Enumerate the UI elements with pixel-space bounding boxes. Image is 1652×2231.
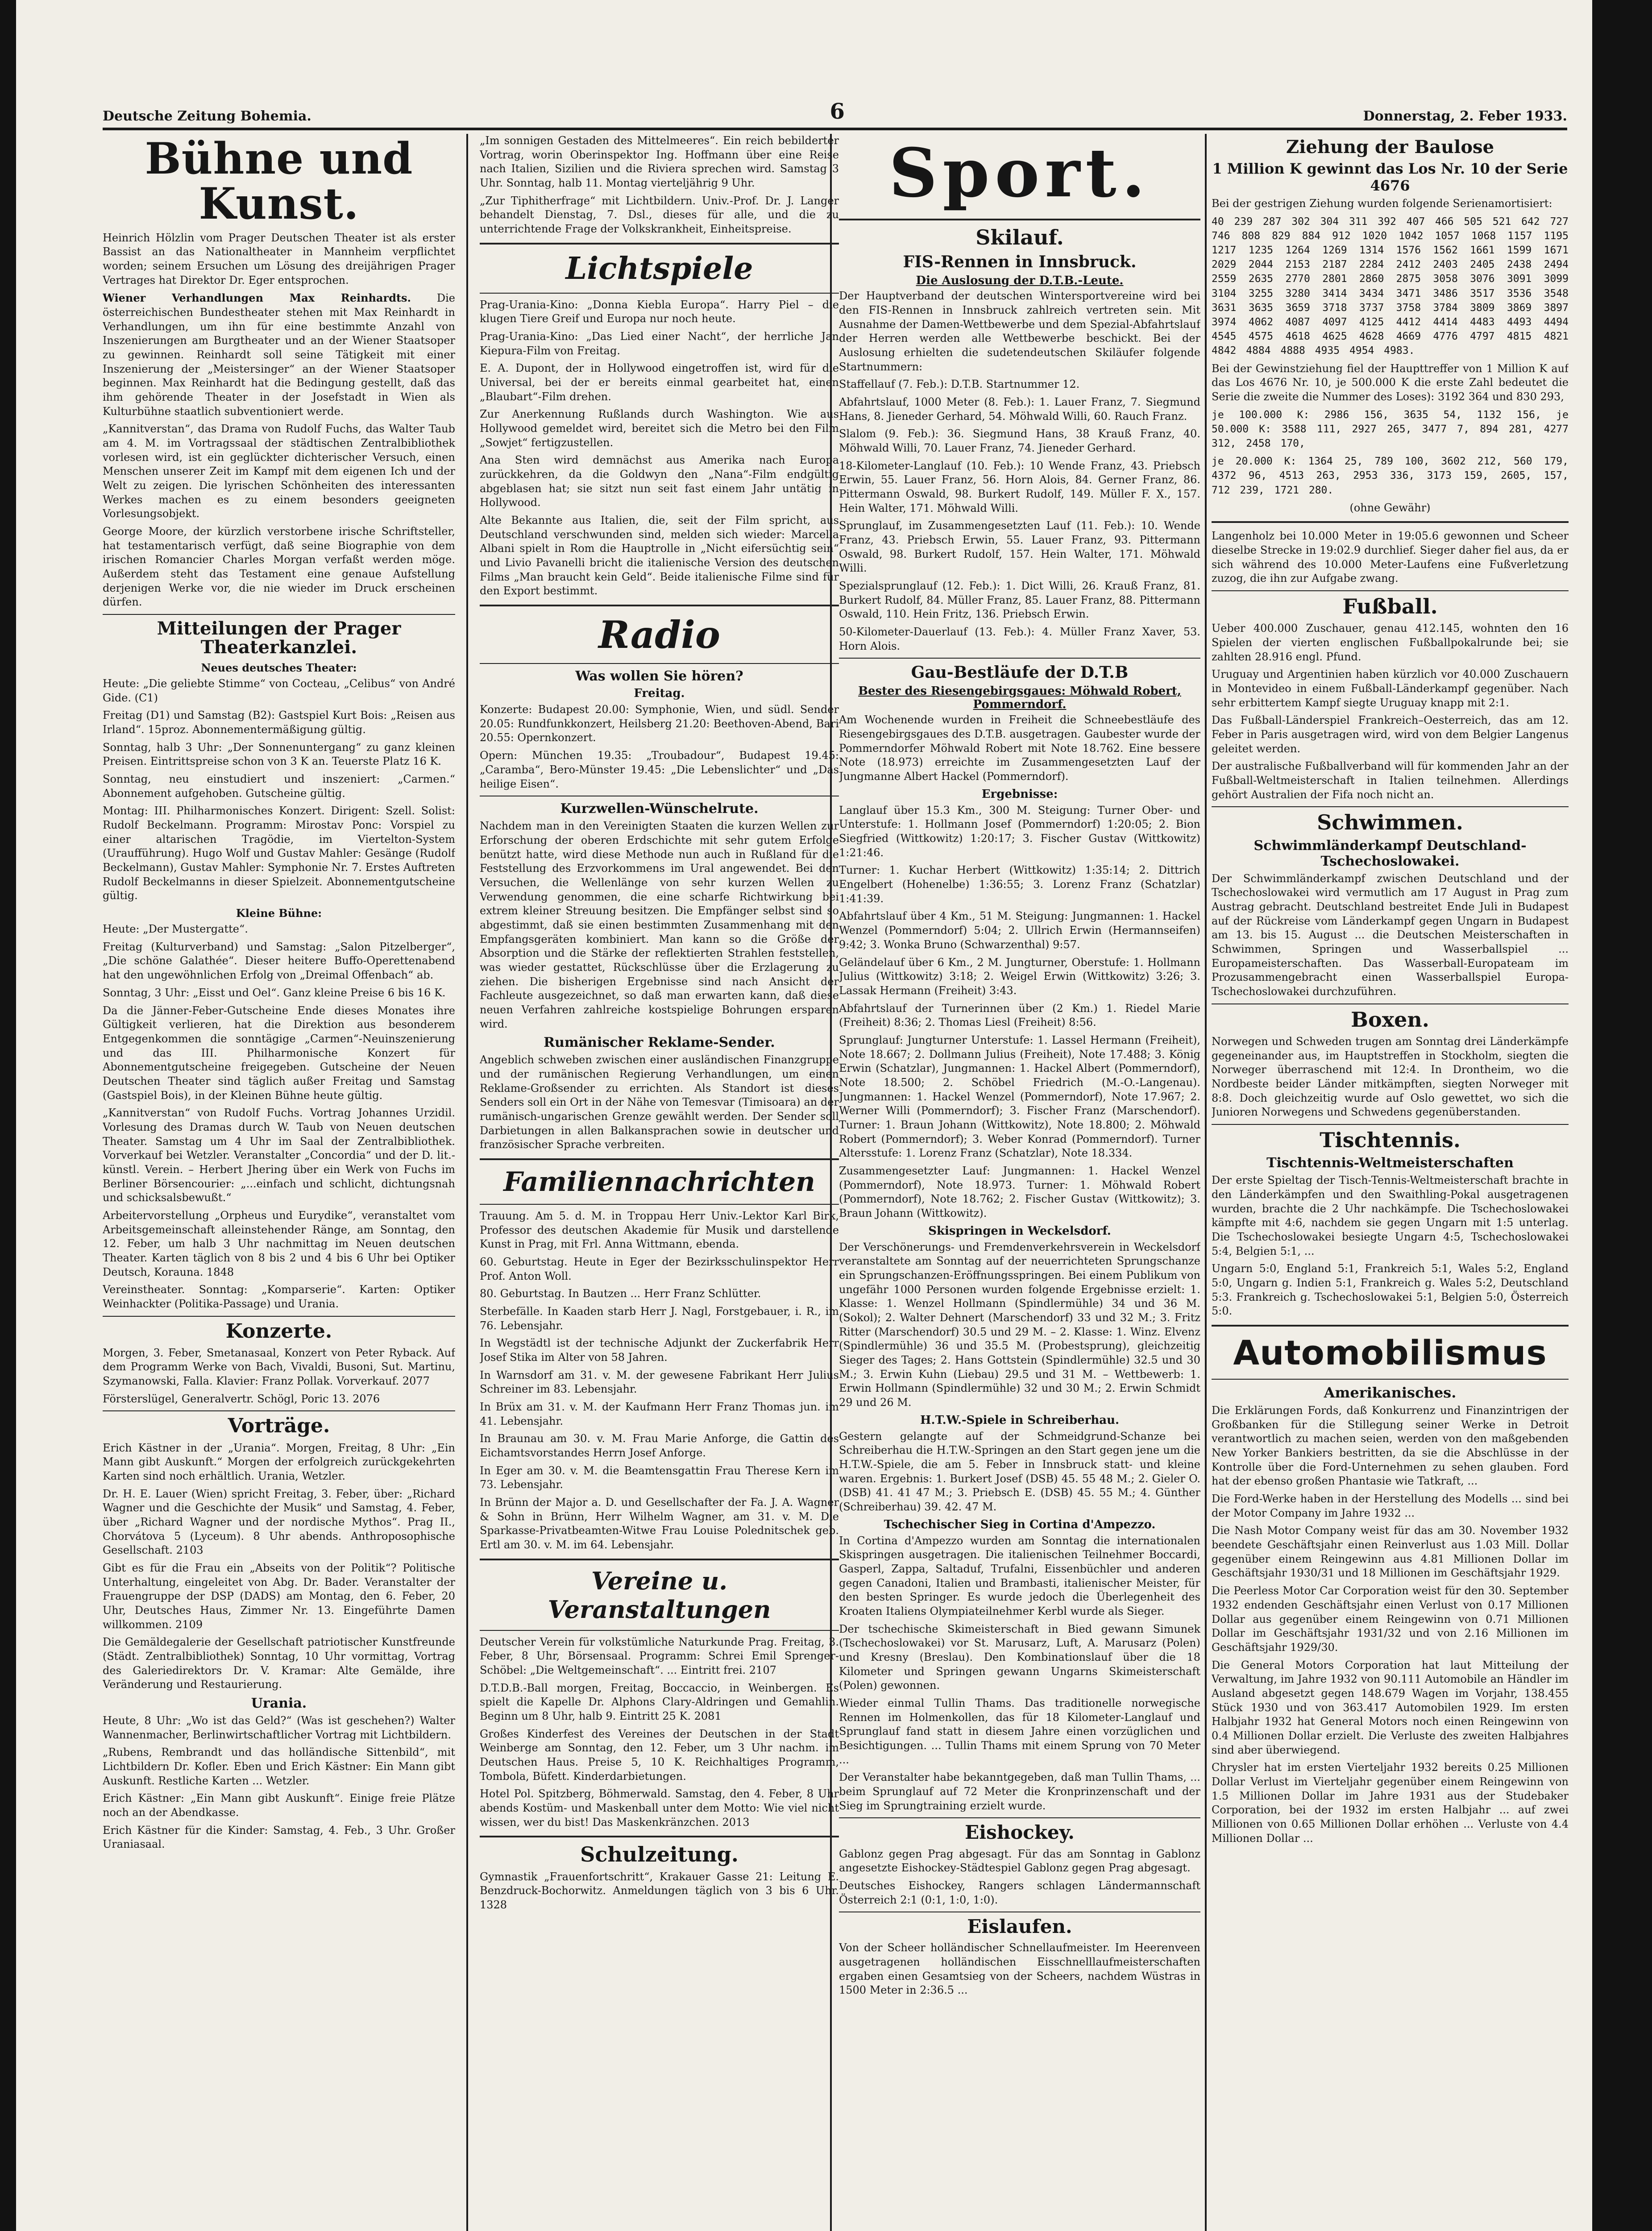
article-title: Schwimmländerkampf Deutschland-Tschechoslowakei. — [1254, 838, 1527, 869]
divider — [1212, 1325, 1569, 1327]
notice: In Warnsdorf am 31. v. M. der gewesene Fabrikant Herr Julius Schreiner im 83. Lebensjahr. — [480, 1368, 839, 1396]
notice: „Zur Tiphitherfrage“ mit Lichtbildern. Univ.-Prof. Dr. J. Langer behandelt Dienstag, 7. Dsl., dieses für alle, und die zu unterrichtende Frage der Volkskrankheit, Einheitspreise. — [480, 194, 839, 236]
column-rule — [466, 134, 468, 2231]
article-title: FIS-Rennen in Innsbruck. — [903, 253, 1137, 272]
subheading: Freitag. — [634, 687, 685, 701]
subheading: Ergebnisse: — [981, 787, 1058, 801]
notice: Heute: „Der Mustergatte“. — [103, 923, 248, 936]
notice: Sonntag, neu einstudiert und inszeniert: „Carmen.“ Abonnement aufgehoben. Gutscheine gültig. — [103, 773, 455, 800]
divider — [839, 658, 1200, 659]
article-paragraph: In Cortina d'Ampezzo wurden am Sonntag die internationalen Skispringen ausgetragen. Die italienischen Teilnehmer Boccardi, Gasperl, Zappa, Saltaduf, Trufalni, Eissenbüchler und anderen gegen Canadoni, Italien und Brambasti, italienischer Meister, für den besten Springer. Es wurde jedoch die Überlegenheit des Kroaten Italiens Olympiateilnehmer Kerbl wurde als Sieger. — [839, 1534, 1200, 1618]
article-paragraph: Bei der Gewinstziehung fiel der Haupttreffer von 1 Million K auf das Los 4676 Nr. 10, je 500.000 K die erste Zahl bedeutet die Serie die zweite die Nummer des Loses): 3192 364 und 830 293, — [1212, 362, 1569, 403]
article-paragraph: Norwegen und Schweden trugen am Sonntag drei Länderkämpfe gegeneinander aus, im Hauptstreffen in Stockholm, siegten die Norweger überraschend mit 12:4. In Drontheim, wo die Nordbeste beider Länder mitkämpften, siegten Norweger mit 8:8. Doch gleichzeitig wurde auf Oslo gewettet, wo sich die Junioren Norwegens und Schwedens gegenüberstanden. — [1212, 1035, 1569, 1119]
notice: In Braunau am 30. v. M. Frau Marie Anforge, die Gattin des Eichamtsvorstandes Herrn Josef Anforge. — [480, 1432, 839, 1460]
article-paragraph: Ueber 400.000 Zuschauer, genau 412.145, wohnten den 16 Spielen der vierten englischen Fußballpokalrunde bei; sie zahlten 28.916 engl. Pfund. — [1212, 622, 1569, 663]
notice: In Eger am 30. v. M. die Beamtensgattin Frau Therese Kern im 73. Lebensjahr. — [480, 1464, 839, 1491]
subsection-title-fussball: Fußball. — [1342, 594, 1438, 619]
results: Abfahrtslauf über 4 Km., 51 M. Steigung: Jungmannen: 1. Hackel Wenzel (Pommerndorf) 5:04; 2. Ullrich Erwin (Hermannseifen) 9:42; 3. Wonka Bruno (Schwarzenthal) 9:57. — [839, 910, 1200, 951]
notice: In Wegstädtl ist der technische Adjunkt der Zuckerfabrik Herr Josef Stika im Alter von 58 Jahren. — [480, 1337, 839, 1364]
notice: Sonntag, 3 Uhr: „Eisst und Oel“. Ganz kleine Preise 6 bis 16 K. — [103, 986, 446, 999]
divider — [480, 1836, 839, 1837]
article-paragraph: Von der Scheer holländischer Schnellaufmeister. Im Heerenveen ausgetragenen holländischen Eisschnelllaufmeisterschaften ergaben einen Gesamtsieg von der Scheers, nachdem Wüstras in 1500 Meter in 2:36.5 ... — [839, 1941, 1200, 1997]
section-title-familien: Familiennachrichten — [503, 1166, 815, 1198]
notice — [103, 1561, 455, 1632]
notice: Erich Kästner: „Ein Mann gibt Auskunft“. Einige freie Plätze noch an der Abendkasse. — [103, 1792, 455, 1819]
notice: Da die Jänner-Feber-Gutscheine Ende dieses Monates ihre Gültigkeit verlieren, hat die Direktion aus besonderem Entgegenkommen die sonntägige „Carmen“-Neuinszenierung und das III. Philharmonische Konzert für Abonnementgutscheine freigegeben. Gutscheine der Neuen Deutschen Theater sind täglich außer Freitag und Samstag (Gastspiel Bois), in der Kleinen Bühne heute gültig. — [103, 1004, 455, 1102]
notice-text: Arbeitervorstellung „Orpheus und Eurydike“, veranstaltet vom Arbeitsgemeinschaft alleinstehender Ränge, am Sonntag, den 12. Feber, um halb 3 Uhr nachmittag im Neuen deutschen Theater. Karten täglich von 8 bis 2 und 4 bis 6 Uhr bei Optiker Deutsch, Korauna. — [103, 1209, 455, 1278]
divider — [480, 663, 839, 664]
article-paragraph: Der tschechische Skimeisterschaft in Bied gewann Simunek (Tschechoslowakei) vor St. Marusarz, Luft, A. Marusarz (Polen) und Kresny (Breslau). Den Kombinationslauf über die 18 Kilometer und Springen gewann Ungarns Skimeisterschaft (Polen) gewonnen. — [839, 1622, 1200, 1692]
notice-number: 2013 — [722, 1816, 750, 1829]
divider — [103, 1410, 455, 1411]
notice: In Brüx am 31. v. M. der Kaufmann Herr Franz Thomas jun. im 41. Lebensjahr. — [480, 1401, 839, 1427]
divider — [103, 1316, 455, 1317]
subsection-title-eishockey: Eishockey. — [965, 1821, 1075, 1844]
divider — [1212, 590, 1569, 591]
notice: Erich Kästner für die Kinder: Samstag, 4. Feb., 3 Uhr. Großer Uraniasaal. — [103, 1824, 455, 1851]
article-paragraph: Chrysler hat im ersten Vierteljahr 1932 bereits 0.25 Millionen Dollar Verlust im Vierteljahr gegenüber einem Reingewinn von 1.5 Millionen Dollar im Jahre 1931 aus der Studebaker Corporation, bei der 1932 im ersten Halbjahr ... auf zwei Millionen von 0.65 Millionen Dollar erhöhen ... Verluste von 4.4 Millionen Dollar ... — [1212, 1761, 1569, 1845]
divider — [839, 219, 1200, 220]
notice: Sterbefälle. In Kaaden starb Herr J. Nagl, Forstgebauer, i. R., im 76. Lebensjahr. — [480, 1305, 839, 1332]
subheading: Skispringen in Weckelsdorf. — [928, 1224, 1111, 1238]
notice-text: Hotel Pol. Spitzberg, Böhmerwald. Samstag, den 4. Feber, 8 Uhr abends Kostüm- und Maskenball unter dem Motto: Wie viel nicht wissen, wer du bist! Das Maskenkränzchen. — [480, 1787, 839, 1829]
lottery-numbers: 40 239 287 302 304 311 392 407 466 505 521 642 727 746 808 829 884 912 1020 1042 1057 1068 1157 1195 1217 1235 1264 1269 1314 1576 1562 1661 1599 1671 2029 2044 2153 2187 2284 2412 2403 2405 2438 2494 2559 2635 2770 2801 2860 2875 3058 3076 3091 3099 3104 3255 3280 3414 3434 3471 3486 3517 3536 3548 3631 3635 3659 3718 3737 3758 3784 3809 3869 3897 3974 4062 4087 4097 4125 4412 4414 4483 4493 4494 4545 4575 4618 4625 4628 4669 4776 4797 4815 4821 4842 4884 4888 4935 4954 4983. — [1212, 216, 1569, 357]
disclaimer: (ohne Gewähr) — [1349, 501, 1431, 514]
subheading: Kurzwellen-Wünschelrute. — [560, 801, 759, 817]
article-paragraph: Ungarn 5:0, England 5:1, Frankreich 5:1, Wales 5:2, England 5:0, Ungarn g. Indien 5:1, Frankreich g. Wales 5:2, Deutschland 5:3. Frankreich g. Tschechoslowakei 5:1, Belgien 5:0, Österreich 5:0. — [1212, 1262, 1569, 1318]
section-title-radio: Radio — [598, 613, 720, 657]
article-paragraph: Uruguay und Argentinien haben kürzlich vor 40.000 Zuschauern in Montevideo in einem Fußball-Länderkampf gegenüber. Nach sehr erbittertem Kampf siegte Uruguay knapp mit 2:1. — [1212, 668, 1569, 709]
notice-number: 2076 — [353, 1392, 380, 1405]
divider — [839, 1817, 1200, 1818]
subheading: Kleine Bühne: — [236, 907, 322, 920]
article-paragraph: Die General Motors Corporation hat laut Mitteilung der Verwaltung, im Jahre 1932 von 90.111 Automobile an Händler im Ausland abgesetzt gegen 148.679 Wagen im Vorjahr, 138.455 Stück 1930 und von 363.417 Automobilen 1929. Im ersten Halbjahr 1932 hat General Motors noch einen Reingewinn von 0.4 Millionen Dollar erzielt. Die Verluste des zweiten Halbjahres sind aber überwiegend. — [1212, 1659, 1569, 1756]
article-paragraph: Der erste Spieltag der Tisch-Tennis-Weltmeisterschaft brachte in den Länderkämpfen und den Swaithling-Pokal ausgetragenen wurden, brachte die 2 Uhr nachkämpfe. Die Tschechoslowakei kämpfte mit 4:6, nachdem sie gegen Ungarn mit 1:5 unterlag. Die Tschechoslowakei besiegte Ungarn 4:5, Tschechoslowakei 5:4, Belgien 5:1, ... — [1212, 1174, 1569, 1257]
notice-text: Dr. H. E. Lauer (Wien) spricht Freitag, 3. Feber, über: „Richard Wagner und die Geschichte der Musik“ und Samstag, 4. Feber, über „Richard Wagner und der nordische Mythos“. Prag II., Chorvátova 5 (Lyceum). 8 Uhr abends. Anthroposophische Gesellschaft. — [103, 1487, 455, 1557]
article-title: Ziehung der Baulose — [1286, 137, 1494, 158]
article-paragraph: Die Nash Motor Company weist für das am 30. November 1932 beendete Geschäftsjahr einen Reinverlust aus 1.03 Mill. Dollar gegenüber einem Reingewinn aus 4.81 Millionen Dollar im Geschäftsjahr 1930/31 und 18 Millionen im Geschäftsjahr 1929. — [1212, 1524, 1569, 1580]
article-paragraph: George Moore, der kürzlich verstorbene irische Schriftsteller, hat testamentarisch verfügt, daß seine Biographie von dem irischen Romancier Charles Morgan verfaßt werden möge. Außerdem steht das Testament eine genaue Aufstellung derjenigen Werke vor, die nie wieder im Druck erscheinen dürfen. — [103, 525, 455, 609]
article-paragraph: Der Schwimmländerkampf zwischen Deutschland und der Tschechoslowakei wird vermutlich am 17 August in Prag zum Austrag gebracht. Deutschland bestreitet Ende Juli in Budapest auf der Rückreise vom Länderkampf gegen Ungarn in Budapest am 13. bis 15. August ... die Deutschen Meisterschaften in Schwimmen, Springen und Wasserballspiel ... Europameisterschaften. Das Wasserball-Europateam im Prozusammengebracht einen Wasserballspiel Europa-Tschechoslowakei durchzuführen. — [1212, 872, 1569, 998]
notice-text: Gibt es für die Frau ein „Abseits von der Politik“? Politische Unterhaltung, eingeleitet von Abg. Dr. Bader. Veranstalter der Frauengruppe der DSP (DADS) am Montag, den 6. Feber, 20 Uhr, Deutsches Haus, Zimmer Nr. 13. Eingeführte Damen willkommen. — [103, 1562, 455, 1631]
divider — [103, 614, 455, 615]
article-heading: Wiener Verhandlungen Max Reinhardts. — [103, 291, 411, 305]
section-title-automobilismus: Automobilismus — [1233, 1333, 1547, 1373]
divider — [1212, 1379, 1569, 1380]
article-paragraph: Der Hauptverband der deutschen Wintersportvereine wird bei den FIS-Rennen in Innsbruck zahlreich vertreten sein. Mit Ausnahme der Damen-Wettbewerbe und dem Spezial-Abfahrtslauf der Herren werden alle Wettbewerbe beschickt. Bei der Auslosung erhielten die sudetendeutschen Skiläufer folgende Startnummern: — [839, 290, 1200, 373]
notice: Prag-Urania-Kino: „Donna Kiebla Europa“. Harry Piel – die klugen Tiere Greif und Europa nur noch heute. — [480, 298, 839, 325]
article-paragraph: Das Fußball-Länderspiel Frankreich–Oesterreich, das am 12. Feber in Paris ausgetragen wird, wird von dem Belgier Langenus geleitet werden. — [1212, 714, 1569, 755]
notice: „Im sonnigen Gestaden des Mittelmeeres“. Ein reich bebilderter Vortrag, worin Oberinspektor Ing. Hoffmann über eine Reise nach Italien, Sizilien und die Riviera sprechen wird. Samstag 3 Uhr. Sonntag, halb 11. Montag vierteljährig 9 Uhr. — [480, 134, 839, 190]
subsection-title-schwimmen: Schwimmen. — [1317, 810, 1463, 835]
article-paragraph: Bei der gestrigen Ziehung wurden folgende Serienamortisiert: — [1212, 197, 1552, 210]
section-title-buehne: Bühne und Kunst. — [145, 134, 413, 229]
notice — [103, 1209, 455, 1279]
divider — [480, 1204, 839, 1205]
divider — [480, 1158, 839, 1160]
notice: Heute, 8 Uhr: „Wo ist das Geld?“ (Was ist geschehen?) Walter Wannenmacher, Berlinwirtschaftlicher Vortrag mit Lichtbildern. — [103, 1714, 455, 1741]
notice — [480, 1681, 839, 1724]
article-paragraph: Spezialsprunglauf (12. Feb.): 1. Dict Willi, 26. Krauß Franz, 81. Burkert Rudolf, 84. Müller Franz, 85. Lauer Franz, 88. Pittermann Oswald, 110. Hein Fritz, 136. Priebsch Erwin. — [839, 580, 1200, 621]
section-title-vortraege: Vorträge. — [228, 1414, 330, 1438]
notice-text: D.T.D.B.-Ball morgen, Freitag, Boccaccio, in Weinbergen. Es spielt die Kapelle Dr. Alphons Clary-Aldringen und Gemahlin. Beginn um 8 Uhr, halb 9. Eintritt 25 K. — [480, 1681, 839, 1723]
notice-text: Deutscher Verein für volkstümliche Naturkunde Prag. Freitag, 3. Feber, 8 Uhr, Börsensaal. Programm: Schrei Emil Sprenger-Schöbel: „Die Weltgemeinschaft“. ... Eintritt frei. — [480, 1635, 839, 1677]
notice: E. A. Dupont, der in Hollywood eingetroffen ist, wird für die Universal, bei der er bereits einmal gearbeitet hat, einen „Blaubart“-Film drehen. — [480, 362, 839, 403]
notice-number: 1848 — [207, 1265, 234, 1278]
notice: Zur Anerkennung Rußlands durch Washington. Wie aus Hollywood gemeldet wird, bereitet sich die Metro bei den Film „Sowjet“ fertigzustellen. — [480, 408, 839, 449]
notice: Sonntag, halb 3 Uhr: „Der Sonnenuntergang“ zu ganz kleinen Preisen. Eintrittspreise schon von 3 K an. Teuerste Platz 16 K. — [103, 741, 455, 768]
article-paragraph: Wieder einmal Tullin Thams. Das traditionelle norwegische Rennen im Holmenkollen, das für 18 Kilometer-Langlauf und Sprunglauf fand statt in diesem Jahre einen vorzüglichen und Besichtigungen. ... Tullin Thams mit einem Sprung von 70 Meter ... — [839, 1697, 1200, 1766]
column-2 — [480, 134, 839, 2231]
notice-number: 2081 — [694, 1710, 722, 1723]
notice: Ana Sten wird demnächst aus Amerika nach Europa zurückkehren, da die Goldwyn den „Nana“-Film endgültig abgeblasen hat; sie sitzt nun seit fast einem Jahr untätig in Hollywood. — [480, 454, 839, 509]
section-title-schulzeitung: Schulzeitung. — [580, 1842, 739, 1867]
subheading: H.T.W.-Spiele in Schreiberhau. — [920, 1413, 1120, 1427]
divider — [480, 243, 839, 245]
scan-edge-right — [1592, 0, 1652, 2231]
notice-text: Gymnastik „Frauenfortschritt“, Krakauer Gasse 21: Leitung E. Benzdruck-Bochorwitz. Anmeldungen täglich von 3 bis 6 Uhr. — [480, 1870, 839, 1897]
section-title-vereine: Vereine u. Veranstaltungen — [548, 1566, 771, 1624]
notice: Heute: „Die geliebte Stimme“ von Cocteau, „Celibus“ von André Gide. (C1) — [103, 677, 455, 704]
subheading-urania: Urania. — [251, 1696, 307, 1712]
notice: Vereinstheater. Sonntag: „Komparserie“. Karten: Optiker Weinhackter (Politika-Passage) und Urania. — [103, 1283, 455, 1310]
notice: „Rubens, Rembrandt und das holländische Sittenbild“, mit Lichtbildern Dr. Kofler. Eben und Erich Kästner: Ein Mann gibt Auskunft. Restliche Karten ... Wetzler. — [103, 1746, 455, 1787]
article-paragraph: Angeblich schweben zwischen einer ausländischen Finanzgruppe und der rumänischen Regierung Verhandlungen, um einen Reklame-Großsender zu errichten. Als Standort ist dieses Senders soll ein Ort in der Nähe von Temesvar (Timisoara) an der rumänisch-ungarischen Grenze gewählt werden. Der Sender soll Darbietungen in allen Balkansprachen sowie in deutscher und französischer Sprache verbreiten. — [480, 1053, 839, 1151]
notice-number: 1328 — [480, 1899, 507, 1912]
notice: Trauung. Am 5. d. M. in Troppau Herr Univ.-Lektor Karl Birk, Professor des deutschen Akademie für Musik und darstellende Kunst in Prag, mit Frl. Anna Wittmann, ebenda. — [480, 1209, 839, 1251]
section-title-konzerte: Konzerte. — [225, 1319, 332, 1343]
divider — [480, 605, 839, 606]
notice: Opern: München 19.35: „Troubadour“, Budapest 19.45: „Caramba“, Bero-Münster 19.45: „Die Lebenslichter“ und „Das heilige Eisen“. — [480, 749, 839, 790]
results: Geländelauf über 6 Km., 2 M. Jungturner, Oberstufe: 1. Hollmann Julius (Wittkowitz) 3:18; 2. Weigel Erwin (Wittkowitz) 3:26; 3. Lassak Hermann (Freiheit) 3:43. — [839, 956, 1200, 997]
notice-number: 2103 — [176, 1544, 203, 1557]
article-paragraph: Heinrich Hölzlin vom Prager Deutschen Theater ist als erster Bassist an das Nationaltheater in Mannheim verpflichtet worden; seinem Ersuchen um Lösung des dreijährigen Prager Vertrages hat Direktor Dr. Eger entsprochen. — [103, 231, 455, 286]
lottery-numbers: je 100.000 K: 2986 156, 3635 54, 1132 156, je 50.000 K: 3588 111, 2927 265, 3477 7, 894 281, 4277 312, 2458 170, — [1212, 409, 1569, 449]
article-paragraph: Staffellauf (7. Feb.): D.T.B. Startnummer 12. — [839, 378, 1080, 391]
results: Zusammengesetzter Lauf: Jungmannen: 1. Hackel Wenzel (Pommerndorf), Note 18.973. Turner: 1. Möhwald Robert (Pommerndorf), Note 18.762; 2. Fischer Gustav (Wittkowitz); 3. Braun Johann (Wittkowitz). — [839, 1164, 1200, 1219]
article-paragraph: Die Erklärungen Fords, daß Konkurrenz und Finanzintrigen der Großbanken für die Stillegung seiner Werke in Detroit verantwortlich zu machen seien, werden von den maßgebenden New Yorker Bankiers bestritten, da sie die Abschlüsse in der Kontrolle über die Ford-Unternehmen zu sehen glauben. Ford hat der ebenso großen Phantasie wie Tatkraft, ... — [1212, 1404, 1569, 1488]
subheading: Rumänischer Reklame-Sender. — [544, 1035, 775, 1051]
notice: Großes Kinderfest des Vereines der Deutschen in der Stadt Weinberge am Sonntag, den 12. Feber, um 3 Uhr nachm. im Deutschen Haus. Preise 5, 10 K. Reichhaltiges Programm, Tombola, Büfett. Kinderdarbietungen. — [480, 1727, 839, 1783]
notice: Alte Bekannte aus Italien, die, seit der Film spricht, aus Deutschland verschwunden sind, melden sich wieder: Marcella Albani spielt in Rom die Hauptrolle in „Nicht eifersüchtig sein“ und Livio Pavanelli bricht die italienische Version des deutschen Films „Man braucht kein Geld“. Beide italienische Filme sind für den Export bestimmt. — [480, 514, 839, 597]
article-subtitle: Die Auslosung der D.T.B.-Leute. — [916, 274, 1124, 288]
section-title-sport: Sport. — [889, 134, 1150, 212]
article-paragraph: Gestern gelangte auf der Schmeidgrund-Schanze bei Schreiberhau die H.T.W.-Springen an den Start gegen jene um die H.T.W.-Spiele, die am 5. Feber in Innsbruck statt- und kleine waren. Ergebnis: 1. Burkert Josef (DSB) 45. 55 48 M.; 2. Gieler O. (DSB) 41. 41 47 M.; 3. Priebsch E. (DSB) 45. 55 M.; 4. Günther (Schreiberhau) 39. 42. 47 M. — [839, 1430, 1200, 1514]
article-paragraph: 18-Kilometer-Langlauf (10. Feb.): 10 Wende Franz, 43. Priebsch Erwin, 55. Lauer Franz, 56. Horn Alois, 84. Gerner Franz, 86. Pittermann Oswald, 98. Burkert Rudolf, 149. Müller F. X., 157. Hein Walter, 171. Möhwald Willi. — [839, 459, 1200, 514]
article-paragraph: Gablonz gegen Prag abgesagt. Für das am Sonntag in Gablonz angesetzte Eishockey-Städtespiel Gablonz gegen Prag abgesagt. — [839, 1847, 1200, 1874]
article-paragraph: Der australische Fußballverband will für kommenden Jahr an der Fußball-Weltmeisterschaft in Italien teilnehmen. Allerdings gehört Australien der Fifa noch nicht an. — [1212, 760, 1569, 801]
column-1 — [103, 134, 455, 2231]
notice: „Kannitverstan“ von Rudolf Fuchs. Vortrag Johannes Urzidil. Vorlesung des Dramas durch W. Taub von Neuen deutschen Theater. Samstag um 4 Uhr im Saal der Zentralbibliothek. Vorverkauf bei Wetzler. Veranstalter „Concordia“ und der D. lit.-künstl. Verein. – Herbert Jhering über ein Werk von Fuchs im Berliner Börsencourier: „...einfach und schlicht, dichtungsnah und schicksalsbewußt.“ — [103, 1107, 455, 1204]
results: Abfahrtslauf der Turnerinnen über (2 Km.) 1. Riedel Marie (Freiheit) 8:36; 2. Thomas Liesl (Freiheit) 8:56. — [839, 1002, 1200, 1029]
subsection-title-eislaufen: Eislaufen. — [967, 1916, 1072, 1938]
lottery-numbers: je 20.000 K: 1364 25, 789 100, 3602 212, 560 179, 4372 96, 4513 263, 2953 336, 3173 159, 2605, 157, 712 239, 1721 280. — [1212, 456, 1569, 496]
notice — [103, 1346, 455, 1389]
article-paragraph: Abfahrtslauf, 1000 Meter (8. Feb.): 1. Lauer Franz, 7. Siegmund Hans, 8. Jieneder Gerhard, 54. Möhwald Willi, 60. Rauch Franz. — [839, 396, 1200, 423]
divider — [480, 293, 839, 294]
notice-number: 2077 — [402, 1375, 430, 1388]
subheading: Amerikanisches. — [1324, 1384, 1457, 1402]
article-paragraph: Sprunglauf, im Zusammengesetzten Lauf (11. Feb.): 10. Wende Franz, 43. Priebsch Erwin, 55. Lauer Franz, 93. Pittermann Oswald, 98. Burkert Rudolf, 157. Hein Walter, 171. Möhwald Willi. — [839, 519, 1200, 575]
subsection-title-boxen: Boxen. — [1351, 1007, 1429, 1032]
section-title-theater: Mitteilungen der Prager Theaterkanzlei. — [157, 618, 401, 658]
divider — [480, 1559, 839, 1560]
article-title: Gau-Bestläufe der D.T.B — [911, 663, 1129, 682]
section-title-lichtspiele: Lichtspiele — [565, 250, 753, 286]
divider — [1212, 1124, 1569, 1125]
article-text: Die österreichischen Bundestheater stehen mit Max Reinhardt in Verhandlungen, um ihn für eine bestimmte Anzahl von Inszenierungen am Burgtheater und an der Wiener Staatsoper zu gewinnen. Reinhardt soll seine Tätigkeit mit einer Inszenierung der „Meistersinger“ an der Wiener Staatsoper beginnen. Max Reinhardt hat die Bedingung gestellt, daß das ihm gehörende Theater in der Josefstadt in Wien als Kulturbühne staatlich subventioniert werde. — [103, 292, 455, 418]
notice: Prag-Urania-Kino: „Das Lied einer Nacht“, der herrliche Jan Kiepura-Film von Freitag. — [480, 330, 839, 357]
subsection-title-tischtennis: Tischtennis. — [1320, 1128, 1461, 1153]
column-4 — [1212, 134, 1569, 2231]
column-3 — [839, 134, 1200, 2231]
notice: Die Gemäldegalerie der Gesellschaft patriotischer Kunstfreunde (Städt. Zentralbibliothek) Sonntag, 10 Uhr vormittag, Vortrag des Galeriedirektors Dr. V. Kramar: Alte Gemälde, ihre Veränderung und Restaurierung. — [103, 1636, 455, 1691]
notice: 60. Geburtstag. Heute in Eger der Bezirksschulinspektor Herr Prof. Anton Woll. — [480, 1255, 839, 1282]
results: Sprunglauf: Jungturner Unterstufe: 1. Lassel Hermann (Freiheit), Note 18.667; 2. Dollmann Julius (Freiheit), Note 17.488; 3. König Erwin (Schatzlar), Jungmannen: 1. Hackel Albert (Pommerndorf), Note 18.500; 2. Schöbel Friedrich (M.-O.-Langenau). Jungmannen: 1. Hackel Wenzel (Pommerndorf), Note 17.967; 2. Werner Willi (Pommerndorf); 3. Fischer Franz (Marschendorf). Turner: 1. Braun Johann (Wittkowitz), Note 18.800; 2. Möhwald Robert (Pommerndorf); 3. Weber Konrad (Pommerndorf). Turner Altersstufe: 1. Lorenz Franz (Schatzlar), Note 18.334. — [839, 1033, 1200, 1160]
article-paragraph: Nachdem man in den Vereinigten Staaten die kurzen Wellen zur Erforschung der oberen Erdschichte mit sehr gutem Erfolge benützt hatte, wird diese Methode nun auch in Rußland für die Feststellung des Erzvorkommens im Ural angewendet. Bei den Versuchen, die Wellenlänge von sehr kurzen Wellen zu Verwendung genommen, die eine scharfe Richtwirkung bei extrem kleiner Streuung besitzen. Die Empfänger selbst sind so abgestimmt, daß sie einen bestimmten Zusammenhang mit den Empfangsgeräten kombiniert. Man kann so die Größe der Absorption und die Stärke der reflektierten Strahlen feststellen, was wieder gestattet, Rückschlüsse über die Erzlagerung zu ziehen. Die bisherigen Ergebnisse sind nach Ansicht der Fachleute ausgezeichnet, so daß man erwarten kann, daß diese neuen Verfahren zahlreiche kostspielige Bohrungen ersparen wird. — [480, 820, 839, 1030]
notice: Erich Kästner in der „Urania“. Morgen, Freitag, 8 Uhr: „Ein Mann gibt Auskunft.“ Morgen der erfolgreich zurückgekehrten Karten sind noch erhältlich. Urania, Wetzler. — [103, 1441, 455, 1483]
subsection-title-skilauf: Skilauf. — [975, 225, 1064, 249]
article-paragraph: Deutsches Eishockey, Rangers schlagen Ländermannschaft Österreich 2:1 (0:1, 1:0, 1:0). — [839, 1879, 1200, 1906]
subheading: Tschechischer Sieg in Cortina d'Ampezzo. — [884, 1518, 1156, 1531]
results: Turner: 1. Kuchar Herbert (Wittkowitz) 1:35:14; 2. Dittrich Engelbert (Hohenelbe) 1:36:55; 3. Lorenz Franz (Schatzlar) 1:41:39. — [839, 864, 1200, 905]
article-paragraph: 50-Kilometer-Dauerlauf (13. Feb.): 4. Müller Franz Xaver, 53. Horn Alois. — [839, 626, 1200, 652]
notice: Montag: III. Philharmonisches Konzert. Dirigent: Szell. Solist: Rudolf Beckelmann. Programm: Mirostav Ponc: Vorspiel zu einer altarischen Tragödie, im Viertelton-System (Uraufführung). Hugo Wolf und Gustav Mahler: Gesänge (Rudolf Beckelmann), Gustav Mahler: Symphonie Nr. 7. Erstes Auftreten Rudolf Beckelmanns in dieser Spielzeit. Abonnementgutscheine gültig. — [103, 804, 455, 902]
notice: Konzerte: Budapest 20.00: Symphonie, Wien, und südl. Sender 20.05: Rundfunkkonzert, Heilsberg 21.20: Beethoven-Abend, Bari 20.55: Opernkonzert. — [480, 703, 839, 744]
article-paragraph: Der Verschönerungs- und Fremdenverkehrsverein in Weckelsdorf veranstaltete am Sonntag auf der neuerrichteten Sprungschanze ein Sprungschanzen-Eröffnungsspringen. Bei einem Publikum von ungefähr 1000 Personen wurden folgende Ergebnisse erzielt: 1. Klasse: 1. Wenzel Hollmann (Spindlermühle) 34 und 36 M. (Sokol); 2. Walter Dehnert (Marschendorf) 33 und 32 M.; 3. Fritz Ritter (Marschendorf) 30.5 und 29 M. – 2. Klasse: 1. Winz. Elvenz (Spindlermühle) 36 und 35.5 M. (Probestsprung), gleichzeitig Sieger des Tages; 2. Hans Gottstein (Spindlermühle) 32.5 und 30 M.; 3. Erwin Kuhn (Liebau) 29.5 und 31 M. – Wettbewerb: 1. Erwin Hollmann (Spindlermühle) 32 und 30 M.; 2. Erwin Schmidt 29 und 26 M. — [839, 1240, 1200, 1409]
column-rule — [1205, 134, 1207, 2231]
notice — [480, 1870, 839, 1912]
notice — [103, 1392, 455, 1406]
notice — [480, 1635, 839, 1678]
masthead — [103, 93, 1567, 130]
article-paragraph: Der Veranstalter habe bekanntgegeben, daß man Tullin Thams, ... beim Sprunglauf auf 72 Meter die Kronprinzenschaft und der Sieg im Sprungtraining erzielt wurde. — [839, 1771, 1200, 1812]
notice-text: Morgen, 3. Feber, Smetanasaal, Konzert von Peter Ryback. Auf dem Programm Werke von Bach, Vivaldi, Busoni, Sut. Martinu, Szymanowski, Falla. Klavier: Franz Pollak. Vorverkauf. — [103, 1346, 455, 1388]
notice-number: 2109 — [175, 1618, 203, 1631]
scan-edge-left — [0, 0, 16, 2231]
article-title: Tischtennis-Weltmeisterschaften — [1266, 1155, 1514, 1171]
page-number: 6 — [830, 99, 845, 124]
article-paragraph: Am Wochenende wurden in Freiheit die Schneebestläufe des Riesengebirgsgaues des D.T.B. ausgetragen. Gaubester wurde der Pommerndorfer Möhwald Robert mit Note 18.762. Eine bessere Note (18.973) erreichte im Zusammengesetzten Lauf der Jungmanne Albert Hackel (Pommerndorf). — [839, 713, 1200, 783]
masthead-newspaper-name: Deutsche Zeitung Bohemia. — [103, 108, 311, 124]
article-paragraph: Die Peerless Motor Car Corporation weist für den 30. September 1932 endenden Geschäftsjahr einen Verlust von 0.17 Millionen Dollar aus gegenüber einem Reingewinn von 0.71 Millionen Dollar im Geschäftsjahr 1931/32 und von 2.16 Millionen im Geschäftsjahr 1929/30. — [1212, 1584, 1569, 1654]
notice — [480, 1787, 839, 1829]
notice-number: 2107 — [749, 1664, 776, 1677]
article-subtitle: 1 Million K gewinnt das Los Nr. 10 der Serie 4676 — [1212, 160, 1568, 194]
notice — [103, 1487, 455, 1558]
subheading: Was wollen Sie hören? — [575, 668, 743, 684]
article-paragraph: Die Ford-Werke haben in der Herstellung des Modells ... sind bei der Motor Company im Jahre 1932 ... — [1212, 1493, 1569, 1519]
article-paragraph: „Kannitverstan“, das Drama von Rudolf Fuchs, das Walter Taub am 4. M. im Vortragssaal der städtischen Zentralbibliothek vorlesen wird, ist ein geglückter dichterischer Versuch, einen Menschen unserer Zeit im Kampf mit dem eigenen Ich und der Welt zu zeigen. Die lyrischen Schönheiten des interessanten Werkes machen es zu einem besonders geeigneten Vorlesungsobjekt. — [103, 423, 455, 520]
article-paragraph: Slalom (9. Feb.): 36. Siegmund Hans, 38 Krauß Franz, 40. Möhwald Willi, 70. Lauer Franz, 74. Jieneder Gerhard. — [839, 427, 1200, 455]
article-subtitle: Bester des Riesengebirgsgaues: Möhwald Robert, Pommerndorf. — [858, 684, 1181, 712]
divider — [1212, 521, 1569, 523]
notice: 80. Geburtstag. In Bautzen ... Herr Franz Schlütter. — [480, 1287, 761, 1300]
divider — [480, 1630, 839, 1631]
subheading: Neues deutsches Theater: — [201, 661, 357, 675]
notice: Freitag (D1) und Samstag (B2): Gastspiel Kurt Bois: „Reisen aus Irland“. 15proz. Abonnementermäßigung gültig. — [103, 709, 455, 736]
notice: Freitag (Kulturverband) und Samstag: „Salon Pitzelberger“, „Die schöne Galathée“. Dieser heitere Buffo-Operettenabend hat den ungewöhnlichen Erfolg von „Dreimal Offenbach“ ab. — [103, 940, 455, 982]
divider — [1212, 806, 1569, 807]
notice-text: Försterslügel, Generalvertr. Schögl, Poric 13. — [103, 1392, 349, 1405]
notice: In Brünn der Major a. D. und Gesellschafter der Fa. J. A. Wagner & Sohn in Brünn, Herr Wilhelm Wagner, am 31. v. M. Die Sparkasse-Privatbeamten-Witwe Frau Louise Polednitschek geb. Ertl am 30. v. M. im 64. Lebensjahr. — [480, 1496, 839, 1551]
masthead-date: Donnerstag, 2. Feber 1933. — [1363, 108, 1567, 124]
results: Langlauf über 15.3 Km., 300 M. Steigung: Turner Ober- und Unterstufe: 1. Hollmann Josef (Pommerndorf) 1:20:05; 2. Bion Siegfried (Wittkowitz) 1:20:17; 3. Fischer Gustav (Wittkowitz) 1:21:46. — [839, 804, 1200, 859]
article-paragraph: Langenholz bei 10.000 Meter in 19:05.6 gewonnen und Scheer dieselbe Strecke in 19:02.9 durchlief. Sieger daher fiel aus, da er sich während des 10.000 Meter-Laufens eine Fußverletzung zuzog, die ihn zur Aufgabe zwang. — [1212, 530, 1569, 585]
article-paragraph — [103, 291, 455, 419]
